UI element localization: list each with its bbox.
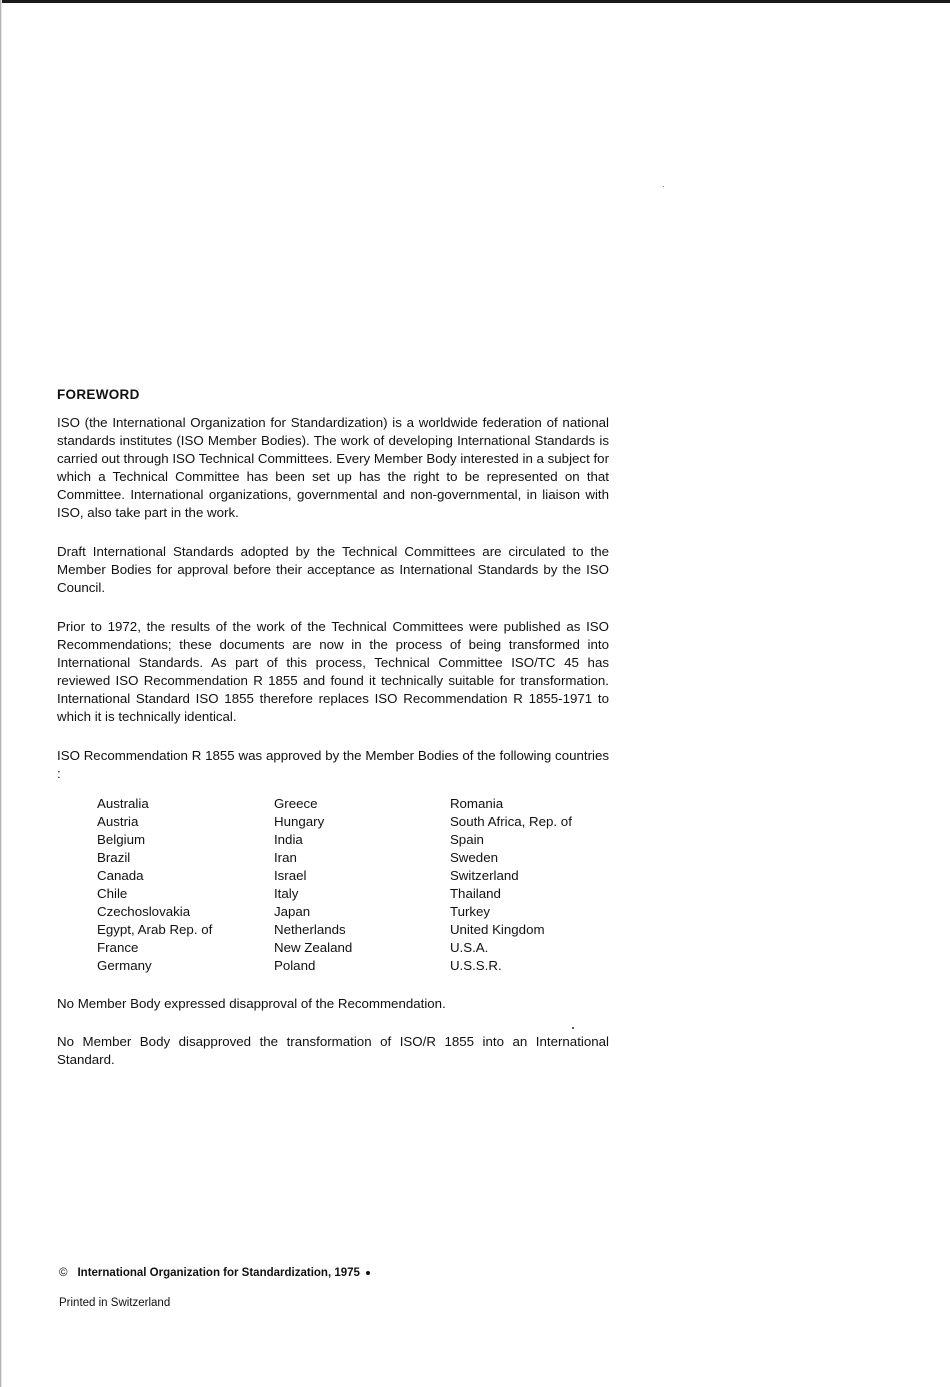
top-border-line xyxy=(0,0,950,3)
country-item: Czechoslovakia xyxy=(97,904,191,919)
paragraph-no-disapproval: No Member Body expressed disapproval of the Recommendation. xyxy=(57,996,446,1011)
country-item: Greece xyxy=(273,796,318,811)
country-column-1 xyxy=(97,795,274,975)
country-item: Poland xyxy=(273,958,316,973)
copyright-line xyxy=(59,1267,370,1279)
country-item: U.S.S.R. xyxy=(449,958,502,973)
country-item: Netherlands xyxy=(273,922,346,937)
country-item: France xyxy=(97,940,139,955)
country-item: Australia xyxy=(97,796,149,811)
country-item: Belgium xyxy=(97,832,146,847)
copyright-symbol: © xyxy=(59,1267,68,1279)
country-item: Romania xyxy=(449,796,504,811)
country-item: South Africa, Rep. of xyxy=(449,814,572,829)
country-item: Egypt, Arab Rep. of xyxy=(97,922,213,937)
country-item: Spain xyxy=(449,832,484,847)
country-item: Thailand xyxy=(449,886,501,901)
scan-speck xyxy=(663,186,664,187)
country-item: Canada xyxy=(97,868,144,883)
country-item: Austria xyxy=(97,814,139,829)
country-item: U.S.A. xyxy=(449,940,489,955)
left-scan-edge xyxy=(0,0,2,1387)
country-item: Switzerland xyxy=(449,868,519,883)
country-item: Israel xyxy=(273,868,307,883)
country-item: Italy xyxy=(273,886,299,901)
paragraph-approval-intro: ISO Recommendation R 1855 was approved by the Member Bodies of the following countries : xyxy=(57,748,609,781)
paragraph-draft-standards: Draft International Standards adopted by the Technical Committees are circulated to the Member Bodies for approval before their acceptance as International Standards by the ISO Council. xyxy=(57,544,609,595)
printed-in-line: Printed in Switzerland xyxy=(59,1297,171,1309)
country-column-3 xyxy=(450,795,609,975)
scan-speck xyxy=(572,1027,574,1029)
country-item: Japan xyxy=(273,904,311,919)
country-item: Turkey xyxy=(449,904,491,919)
foreword-section xyxy=(57,387,609,1090)
country-item: Iran xyxy=(273,850,297,865)
paragraph-iso-intro: ISO (the International Organization for Standardization) is a worldwide federation of national standards institutes (ISO Member Bodies). The work of developing International Standards is carried out through ISO Technical Committees. Every Member Body interested in a subject for which a Technical Committee has been set up has the right to be represented on that Committee. International organizations, governmental and non-governmental, in liaison with ISO, also take part in the work. xyxy=(57,415,609,520)
country-column-2 xyxy=(274,795,450,975)
paragraph-prior-1972: Prior to 1972, the results of the work of the Technical Committees were published as ISO Recommendations; these documents are now in the process of being transformed into International Standards. As part of this process, Technical Committee ISO/TC 45 has reviewed ISO Recommendation R 1855 and found it technically suitable for transformation. International Standard ISO 1855 therefore replaces ISO Recommendation R 1855-1971 to which it is technically identical. xyxy=(57,619,609,724)
country-item: Brazil xyxy=(97,850,131,865)
copyright-text: International Organization for Standardization, 1975 xyxy=(77,1267,360,1279)
country-item: India xyxy=(273,832,303,847)
country-item: New Zealand xyxy=(273,940,353,955)
country-list xyxy=(97,795,609,975)
foreword-heading: FOREWORD xyxy=(57,387,140,402)
country-item: Sweden xyxy=(449,850,498,865)
country-item: United Kingdom xyxy=(449,922,545,937)
bullet-dot-icon xyxy=(366,1271,370,1275)
country-item: Hungary xyxy=(273,814,325,829)
country-item: Germany xyxy=(97,958,152,973)
country-item: Chile xyxy=(97,886,128,901)
paragraph-transformation: No Member Body disapproved the transformation of ISO/R 1855 into an International Standard. xyxy=(57,1034,609,1067)
